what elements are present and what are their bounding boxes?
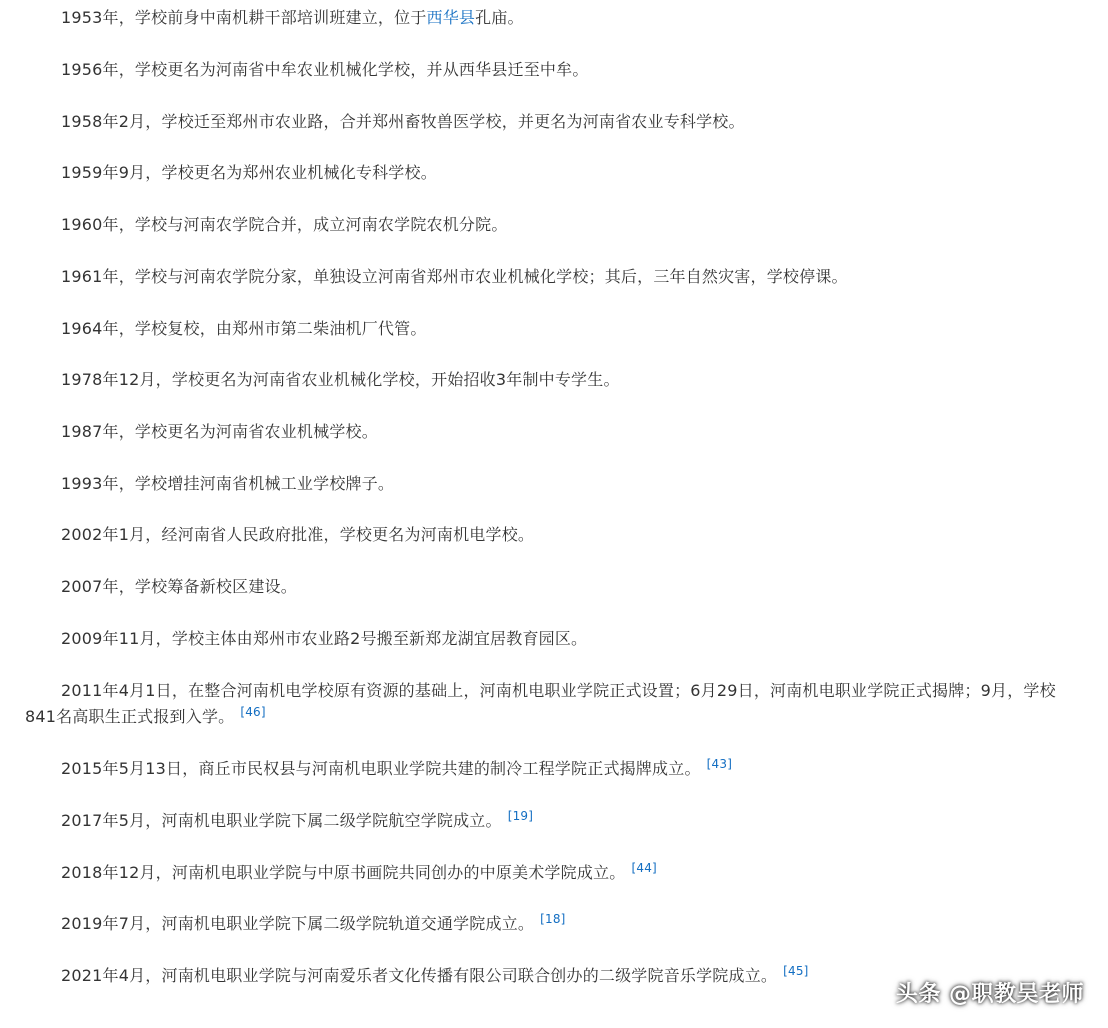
history-entry-2021: 2021年4月，河南机电职业学院与河南爱乐者文化传播有限公司联合创办的二级学院音乐学院成立。 [45]	[61, 963, 809, 985]
toutiao-watermark: 头条 @职教吴老师	[895, 982, 1084, 1007]
history-entry-2009: 2009年11月，学校主体由郑州市农业路2号搬至新郑龙湖宜居教育园区。	[61, 629, 588, 648]
citation-ref-44[interactable]: [44]	[631, 860, 657, 875]
history-entry-2019: 2019年7月，河南机电职业学院下属二级学院轨道交通学院成立。 [18]	[61, 911, 566, 933]
xihua-county-link[interactable]: 西华县	[426, 8, 476, 27]
history-entry-2017: 2017年5月，河南机电职业学院下属二级学院航空学院成立。 [19]	[61, 808, 534, 830]
history-entry-1953: 1953年，学校前身中南机耕干部培训班建立，位于西华县孔庙。	[61, 8, 524, 27]
history-entry-2002: 2002年1月，经河南省人民政府批准，学校更名为河南机电学校。	[61, 525, 535, 544]
citation-ref-19[interactable]: [19]	[507, 808, 534, 823]
history-entry-1987: 1987年，学校更名为河南省农业机械学校。	[61, 422, 378, 441]
history-entry-1964: 1964年，学校复校，由郑州市第二柴油机厂代管。	[61, 319, 427, 338]
history-entry-1959: 1959年9月，学校更名为郑州农业机械化专科学校。	[61, 163, 437, 182]
history-entry-2018: 2018年12月，河南机电职业学院与中原书画院共同创办的中原美术学院成立。 [44]	[61, 860, 657, 882]
history-entry-1961: 1961年，学校与河南农学院分家，单独设立河南省郑州市农业机械化学校；其后，三年自然灾害，学校停课。	[61, 267, 848, 286]
history-entry-1958: 1958年2月，学校迁至郑州市农业路，合并郑州畜牧兽医学校，并更名为河南省农业专科学校。	[61, 112, 745, 131]
citation-ref-45[interactable]: [45]	[783, 963, 809, 978]
citation-ref-43[interactable]: [43]	[706, 756, 733, 771]
history-entry-1956: 1956年，学校更名为河南省中牟农业机械化学校，并从西华县迁至中牟。	[61, 60, 589, 79]
history-entry-2007: 2007年，学校筹备新校区建设。	[61, 577, 297, 596]
citation-ref-18[interactable]: [18]	[540, 911, 566, 926]
history-entry-2011: 2011年4月1日，在整合河南机电学校原有资源的基础上，河南机电职业学院正式设置；6月29日，河南机电职业学院正式揭牌；9月，学校841名高职生正式报到入学。 [46]	[25, 681, 1056, 726]
history-entry-1960: 1960年，学校与河南农学院合并，成立河南农学院农机分院。	[61, 215, 508, 234]
citation-ref-46[interactable]: [46]	[240, 704, 266, 719]
history-entry-1978: 1978年12月，学校更名为河南省农业机械化学校，开始招收3年制中专学生。	[61, 370, 620, 389]
history-entry-2015: 2015年5月13日，商丘市民权县与河南机电职业学院共建的制冷工程学院正式揭牌成立。 [43]	[61, 756, 733, 778]
history-entry-1993: 1993年，学校增挂河南省机械工业学校牌子。	[61, 474, 395, 493]
